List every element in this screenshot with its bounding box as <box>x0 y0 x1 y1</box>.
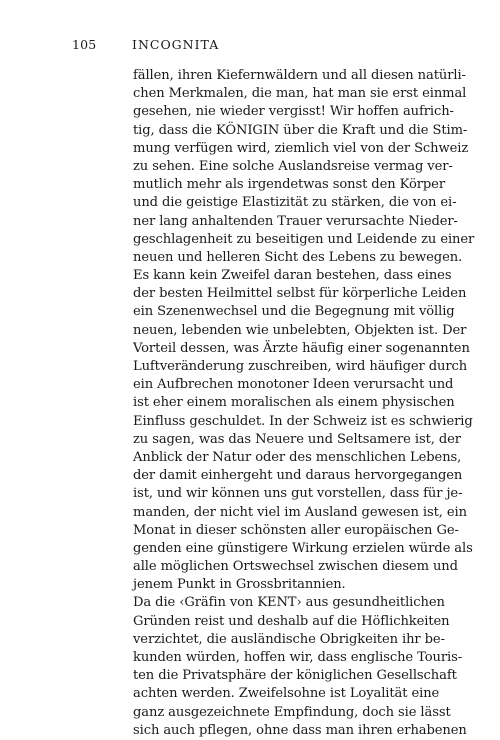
text-line: chen Merkmalen, die man, hat man sie erst einmal <box>133 86 467 102</box>
text-line: alle möglichen Ortswechsel zwischen diesem und <box>133 559 458 575</box>
text-line: Es kann kein Zweifel daran bestehen, dass eines <box>133 268 452 284</box>
text-line: tig, dass die KÖNIGIN über die Kraft und die Stim- <box>133 122 468 138</box>
text-line: gesehen, nie wieder vergisst! Wir hoffen aufrich- <box>133 104 454 120</box>
text-line: ten die Privatsphäre der königlichen Gesellschaft <box>133 668 457 684</box>
text-line: mung verfügen wird, ziemlich viel von der Schweiz <box>133 140 469 156</box>
text-line: ein Aufbrechen monotoner Ideen verursacht und <box>133 377 454 393</box>
text-line: geschlagenheit zu beseitigen und Leidende zu einer <box>133 231 475 247</box>
text-line: der besten Heilmittel selbst für körperliche Leiden <box>133 286 467 302</box>
text-line: zu sehen. Eine solche Auslandsreise vermag ver- <box>133 158 453 174</box>
text-line: und die geistige Elastizität zu stärken, die von ei- <box>133 195 457 211</box>
text-line: Gründen reist und deshalb auf die Höflichkeiten <box>133 613 450 629</box>
text-line: Vorteil dessen, was Ärzte häufig einer sogenannten <box>133 340 470 356</box>
text-line: neuen und helleren Sicht des Lebens zu bewegen. <box>133 249 463 265</box>
text-line: ganz ausgezeichnete Empfindung, doch sie lässt <box>133 704 451 720</box>
text-line: Da die ‹Gräfin von KENT› aus gesundheitlichen <box>133 595 445 611</box>
text-line: Monat in dieser schönsten aller europäischen Ge- <box>133 522 459 538</box>
text-line: Anblick der Natur oder des menschlichen Lebens, <box>133 449 462 465</box>
text-line: verzichtet, die ausländische Obrigkeiten ihr be- <box>133 631 445 647</box>
text-line: genden eine günstigere Wirkung erzielen würde als <box>133 540 473 556</box>
text-line: kunden würden, hoffen wir, dass englische Touris- <box>133 650 463 665</box>
text-line: mutlich mehr als irgendetwas sonst den Körper <box>133 177 445 193</box>
text-line: sich auch pflegen, ohne dass man ihren erhabenen <box>133 722 467 738</box>
page-number: 105 <box>72 37 97 52</box>
text-line: ist eher einem moralischen als einem physischen <box>133 395 455 411</box>
text-line: jenem Punkt in Grossbritannien. <box>133 577 346 593</box>
running-title: INCOGNITA <box>132 37 220 52</box>
text-line: ein Szenenwechsel und die Begegnung mit völlig <box>133 304 455 320</box>
text-line: neuen, lebenden wie unbelebten, Objekten ist. Der <box>133 322 467 338</box>
text-line: ist, und wir können uns gut vorstellen, dass für je- <box>133 486 463 502</box>
text-line: manden, der nicht viel im Ausland gewesen ist, ein <box>133 504 467 520</box>
text-line: ner lang anhaltenden Trauer verursachte Nieder- <box>133 213 458 229</box>
text-line: achten werden. Zweifelsohne ist Loyalität eine <box>133 686 440 702</box>
body-text <box>133 67 475 740</box>
text-line: zu sagen, was das Neuere und Seltsamere ist, der <box>133 431 461 447</box>
text-line: fällen, ihren Kiefernwäldern und all diesen natürli- <box>133 68 466 83</box>
text-line: Einfluss geschuldet. In der Schweiz ist es schwierig <box>133 413 473 429</box>
text-line: der damit einhergeht und daraus hervorgegangen <box>133 468 463 484</box>
text-line: Luftveränderung zuschreiben, wird häufiger durch <box>133 359 468 374</box>
running-header <box>72 37 219 52</box>
